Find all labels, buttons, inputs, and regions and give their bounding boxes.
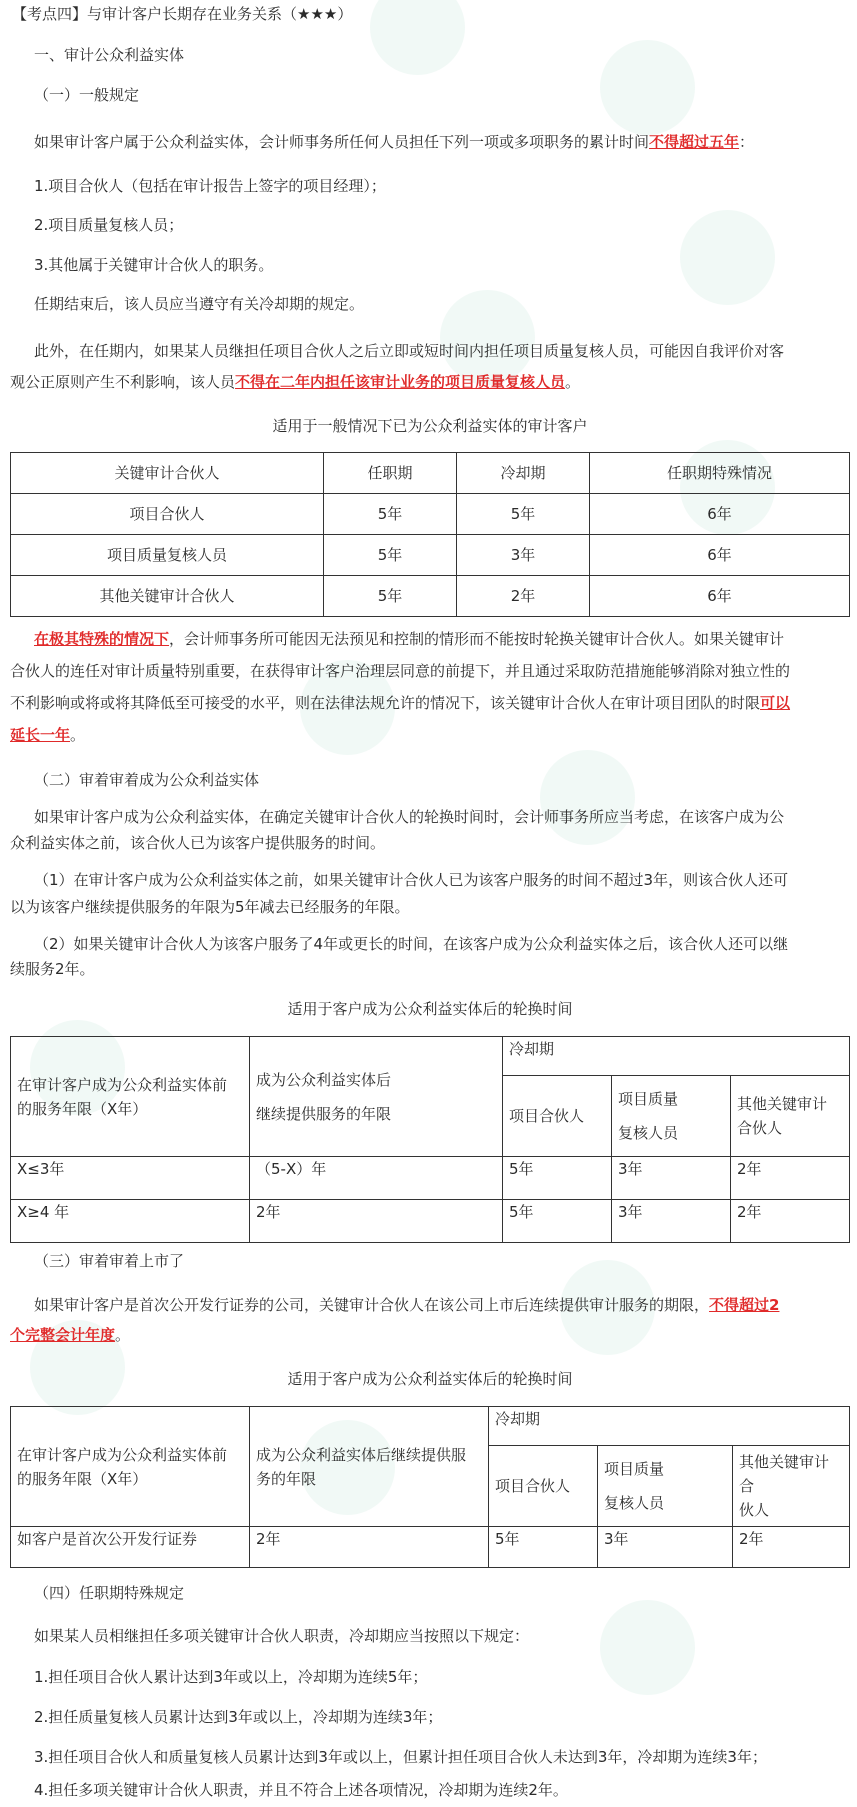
paragraph: 在极其特殊的情况下，会计师事务所可能因无法预见和控制的情形而不能按时轮换关键审计合伙人。如果关键审计 xyxy=(34,630,785,648)
table-cell: 6年 xyxy=(590,535,850,576)
table-cell: 5年 xyxy=(324,576,457,617)
paragraph: 以为该客户继续提供服务的年限为5年减去已经服务的年限。 xyxy=(10,898,410,916)
rotation-table-ipo xyxy=(10,1406,850,1568)
rotation-table-general xyxy=(10,452,850,617)
table-header-cell: 项目质量 复核人员 xyxy=(612,1076,731,1157)
paragraph: （2）如果关键审计合伙人为该客户服务了4年或更长的时间，在该客户成为公众利益实体之后，该合伙人还可以继 xyxy=(34,935,789,953)
table-cell: 2年 xyxy=(457,576,590,617)
table-cell: 6年 xyxy=(590,576,850,617)
paragraph: 续服务2年。 xyxy=(10,960,95,978)
table-header-row xyxy=(11,1407,850,1446)
paragraph: 个完整会计年度。 xyxy=(10,1326,131,1344)
paragraph: 不利影响或将或将其降低至可接受的水平，则在法律法规允许的情况下，该关键审计合伙人在审计项目团队的时限可以 xyxy=(10,694,791,712)
list-item: 3.其他属于关键审计合伙人的职务。 xyxy=(34,256,274,274)
table-header-cell: 冷却期 xyxy=(489,1407,850,1446)
table-cell: 5年 xyxy=(324,494,457,535)
table-row xyxy=(11,1527,850,1568)
table-cell: （5-X）年 xyxy=(250,1157,503,1200)
table-header-cell: 在审计客户成为公众利益实体前 的服务年限（X年） xyxy=(11,1037,250,1157)
table-row xyxy=(11,576,850,617)
table-cell: X≤3年 xyxy=(11,1157,250,1200)
watermark-logo xyxy=(600,1600,695,1695)
paragraph: 如果审计客户属于公众利益实体，会计师事务所任何人员担任下列一项或多项职务的累计时间不得超过五年： xyxy=(34,133,755,151)
table-cell: 3年 xyxy=(612,1200,731,1243)
list-item: 4.担任多项关键审计合伙人职责，并且不符合上述各项情况，冷却期为连续2年。 xyxy=(34,1781,568,1799)
table-header-cell: 在审计客户成为公众利益实体前 的服务年限（X年） xyxy=(11,1407,250,1527)
table-cell: 3年 xyxy=(612,1157,731,1200)
watermark-logo xyxy=(540,750,635,845)
table-cell: 2年 xyxy=(250,1200,503,1243)
highlight-text: 不得超过2 xyxy=(709,1296,780,1314)
table-caption: 适用于客户成为公众利益实体后的轮换时间 xyxy=(287,1000,573,1018)
table-cell: 2年 xyxy=(250,1527,489,1568)
table-row xyxy=(11,1200,850,1243)
list-item: 1.项目合伙人（包括在审计报告上签字的项目经理）； xyxy=(34,177,386,195)
highlight-text: 在极其特殊的情况下 xyxy=(34,630,170,648)
table-cell: 5年 xyxy=(503,1157,612,1200)
subsection-title: （三）审着审着上市了 xyxy=(34,1252,185,1270)
table-cell: 3年 xyxy=(598,1527,733,1568)
table-cell: 如客户是首次公开发行证券 xyxy=(11,1527,250,1568)
table-caption: 适用于一般情况下已为公众利益实体的审计客户 xyxy=(272,417,588,435)
table-cell: 项目质量复核人员 xyxy=(11,535,324,576)
table-cell: 3年 xyxy=(457,535,590,576)
table-header-cell: 项目合伙人 xyxy=(489,1446,598,1527)
list-item: 1.担任项目合伙人累计达到3年或以上，冷却期为连续5年； xyxy=(34,1668,428,1686)
paragraph: 如果审计客户成为公众利益实体，在确定关键审计合伙人的轮换时间时，会计师事务所应当考虑，在该客户成为公 xyxy=(34,808,785,826)
table-row xyxy=(11,1157,850,1200)
subsection-title: （一）一般规定 xyxy=(34,86,140,104)
paragraph: 合伙人的连任对审计质量特别重要，在获得审计客户治理层同意的前提下，并且通过采取防范措施能够消除对独立性的 xyxy=(10,662,791,680)
table-cell: 6年 xyxy=(590,494,850,535)
section-title: 一、审计公众利益实体 xyxy=(34,46,185,64)
table-header-row xyxy=(11,1037,850,1076)
paragraph: 观公正原则产生不利影响，该人员不得在二年内担任该审计业务的项目质量复核人员。 xyxy=(10,373,581,391)
table-cell: 5年 xyxy=(457,494,590,535)
section-heading: 【考点四】与审计客户长期存在业务关系（★★★） xyxy=(12,5,353,23)
table-row xyxy=(11,494,850,535)
table-header-cell: 成为公众利益实体后 继续提供服务的年限 xyxy=(250,1037,503,1157)
table-row xyxy=(11,535,850,576)
table-cell: X≥4 年 xyxy=(11,1200,250,1243)
table-header-cell: 其他关键审计 合伙人 xyxy=(731,1076,850,1157)
table-cell: 5年 xyxy=(503,1200,612,1243)
rotation-table-becoming-pie xyxy=(10,1036,850,1243)
table-header-cell: 成为公众利益实体后继续提供服 务的年限 xyxy=(250,1407,489,1527)
watermark-logo xyxy=(370,0,465,75)
watermark-logo xyxy=(600,40,695,135)
list-item: 3.担任项目合伙人和质量复核人员累计达到3年或以上，但累计担任项目合伙人未达到3年，冷却期为连续3年； xyxy=(34,1748,767,1766)
table-cell: 5年 xyxy=(489,1527,598,1568)
highlight-text: 可以 xyxy=(760,694,791,712)
table-header-cell: 项目合伙人 xyxy=(503,1076,612,1157)
subsection-title: （四）任职期特殊规定 xyxy=(34,1584,185,1602)
watermark-logo xyxy=(680,210,775,305)
paragraph: 众利益实体之前，该合伙人已为该客户提供服务的时间。 xyxy=(10,834,386,852)
paragraph: 此外，在任期内，如果某人员继担任项目合伙人之后立即或短时间内担任项目质量复核人员，可能因自我评价对客 xyxy=(34,342,785,360)
paragraph: 任期结束后，该人员应当遵守有关冷却期的规定。 xyxy=(34,295,365,313)
table-cell: 2年 xyxy=(731,1200,850,1243)
table-header-cell: 任职期特殊情况 xyxy=(590,453,850,494)
table-cell: 2年 xyxy=(733,1527,850,1568)
table-header-cell: 其他关键审计合 伙人 xyxy=(733,1446,850,1527)
table-header-cell: 冷却期 xyxy=(457,453,590,494)
paragraph: （1）在审计客户成为公众利益实体之前，如果关键审计合伙人已为该客户服务的时间不超过3年，则该合伙人还可 xyxy=(34,871,789,889)
paragraph: 如果某人员相继担任多项关键审计合伙人职责，冷却期应当按照以下规定： xyxy=(34,1627,530,1645)
highlight-text: 个完整会计年度 xyxy=(10,1326,116,1344)
table-header-cell: 冷却期 xyxy=(503,1037,850,1076)
list-item: 2.担任质量复核人员累计达到3年或以上，冷却期为连续3年； xyxy=(34,1708,443,1726)
table-cell: 5年 xyxy=(324,535,457,576)
highlight-text: 不得超过五年 xyxy=(649,133,740,151)
table-header-row xyxy=(11,453,850,494)
table-header-cell: 项目质量 复核人员 xyxy=(598,1446,733,1527)
table-header-cell: 关键审计合伙人 xyxy=(11,453,324,494)
table-cell: 项目合伙人 xyxy=(11,494,324,535)
subsection-title: （二）审着审着成为公众利益实体 xyxy=(34,771,260,789)
paragraph: 延长一年。 xyxy=(10,726,86,744)
table-cell: 其他关键审计合伙人 xyxy=(11,576,324,617)
table-caption: 适用于客户成为公众利益实体后的轮换时间 xyxy=(287,1370,573,1388)
highlight-text: 延长一年 xyxy=(10,726,71,744)
list-item: 2.项目质量复核人员； xyxy=(34,216,184,234)
table-cell: 2年 xyxy=(731,1157,850,1200)
paragraph: 如果审计客户是首次公开发行证券的公司，关键审计合伙人在该公司上市后连续提供审计服务的期限，不得超过2 xyxy=(34,1296,780,1314)
highlight-text: 不得在二年内担任该审计业务的项目质量复核人员 xyxy=(235,373,566,391)
table-header-cell: 任职期 xyxy=(324,453,457,494)
